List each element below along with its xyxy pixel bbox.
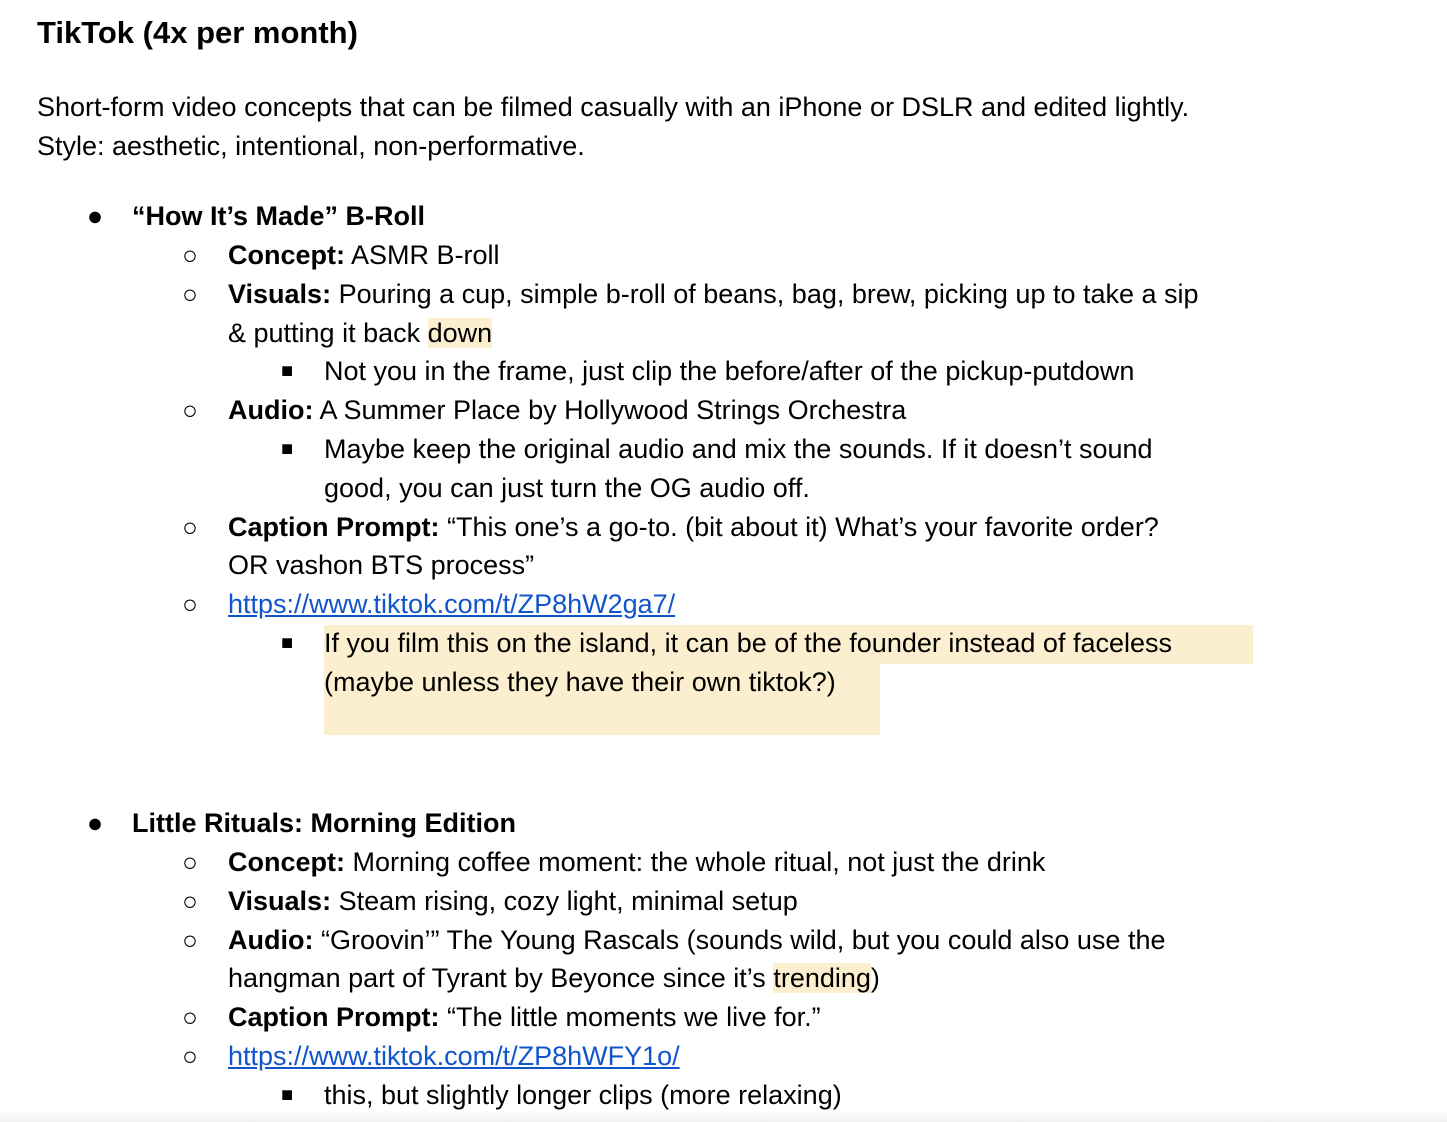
bullet-level2: ○ (182, 1041, 198, 1071)
caption-label: Caption Prompt: (228, 1002, 440, 1032)
caption-item-cont: OR vashon BTS process” (228, 550, 535, 580)
link-sub-item: If you film this on the island, it can be of the founder instead of faceless (324, 628, 1172, 658)
caption-item (228, 998, 821, 1037)
audio-label: Audio: (228, 395, 314, 425)
bullet-level1: ● (86, 201, 104, 231)
audio-label: Audio: (228, 925, 314, 955)
tiktok-link-item (228, 585, 675, 624)
tiktok-link[interactable]: https://www.tiktok.com/t/ZP8hW2ga7/ (228, 589, 676, 619)
visuals-label: Visuals: (228, 279, 332, 309)
bullet-level2: ○ (182, 279, 198, 309)
bullet-level2: ○ (182, 589, 198, 619)
link-sub-item-cont: (maybe unless they have their own tiktok?) (324, 667, 836, 697)
visuals-label: Visuals: (228, 886, 332, 916)
visuals-text: Pouring a cup, simple b-roll of beans, bag, brew, picking up to take a sip (331, 279, 1199, 309)
audio-item (228, 391, 906, 430)
bullet-level1: ● (86, 808, 104, 838)
visuals-item-cont (228, 314, 492, 353)
link-sub-item: this, but slightly longer clips (more relaxing) (324, 1080, 842, 1110)
bullet-level3: ■ (280, 1084, 294, 1106)
visuals-item (228, 882, 798, 921)
caption-label: Caption Prompt: (228, 512, 440, 542)
page-bottom-edge (0, 1110, 1447, 1122)
highlighted-text: down (427, 318, 493, 348)
intro-paragraph: Short-form video concepts that can be filmed casually with an iPhone or DSLR and edited lightly. Style: aesthetic, intentional, non-performative. (37, 92, 1190, 161)
bullet-level2: ○ (182, 512, 198, 542)
concept-item (228, 236, 500, 275)
audio-text: A Summer Place by Hollywood Strings Orchestra (313, 395, 907, 425)
visuals-text-2: & putting it back (228, 318, 428, 348)
visuals-item (228, 275, 1199, 314)
caption-item (228, 508, 1159, 547)
concept-item (228, 843, 1045, 882)
concept-text: ASMR B-roll (345, 240, 500, 270)
bullet-level3: ■ (280, 632, 294, 654)
tiktok-link[interactable]: https://www.tiktok.com/t/ZP8hWFY1o/ (228, 1041, 680, 1071)
audio-sub-item: Maybe keep the original audio and mix the sounds. If it doesn’t sound (324, 434, 1153, 464)
concept-text: Morning coffee moment: the whole ritual, not just the drink (345, 847, 1046, 877)
concept-label: Concept: (228, 847, 345, 877)
section-heading: “How It’s Made” B-Roll (132, 201, 426, 231)
tiktok-link-item (228, 1037, 680, 1076)
bullet-level2: ○ (182, 395, 198, 425)
section-heading: Little Rituals: Morning Edition (132, 808, 516, 838)
caption-text: “The little moments we live for.” (439, 1002, 821, 1032)
visuals-text: Steam rising, cozy light, minimal setup (331, 886, 798, 916)
page-title: TikTok (4x per month) (37, 15, 358, 50)
concept-label: Concept: (228, 240, 345, 270)
highlighted-text: trending (773, 963, 871, 993)
audio-item (228, 921, 1165, 960)
bullet-level2: ○ (182, 886, 198, 916)
bullet-level2: ○ (182, 1002, 198, 1032)
bullet-level2: ○ (182, 240, 198, 270)
bullet-level2: ○ (182, 847, 198, 877)
bullet-level3: ■ (280, 438, 294, 460)
audio-text-3: ) (870, 963, 880, 993)
audio-sub-item-cont: good, you can just turn the OG audio off. (324, 473, 810, 503)
bullet-level2: ○ (182, 925, 198, 955)
audio-item-cont (228, 959, 880, 998)
bullet-level3: ■ (280, 360, 294, 382)
audio-text-2: hangman part of Tyrant by Beyonce since it’s (228, 963, 774, 993)
caption-text: “This one’s a go-to. (bit about it) What’s your favorite order? (439, 512, 1159, 542)
visuals-sub-item: Not you in the frame, just clip the before/after of the pickup-putdown (324, 356, 1135, 386)
audio-text: “Groovin’” The Young Rascals (sounds wild, but you could also use the (313, 925, 1166, 955)
